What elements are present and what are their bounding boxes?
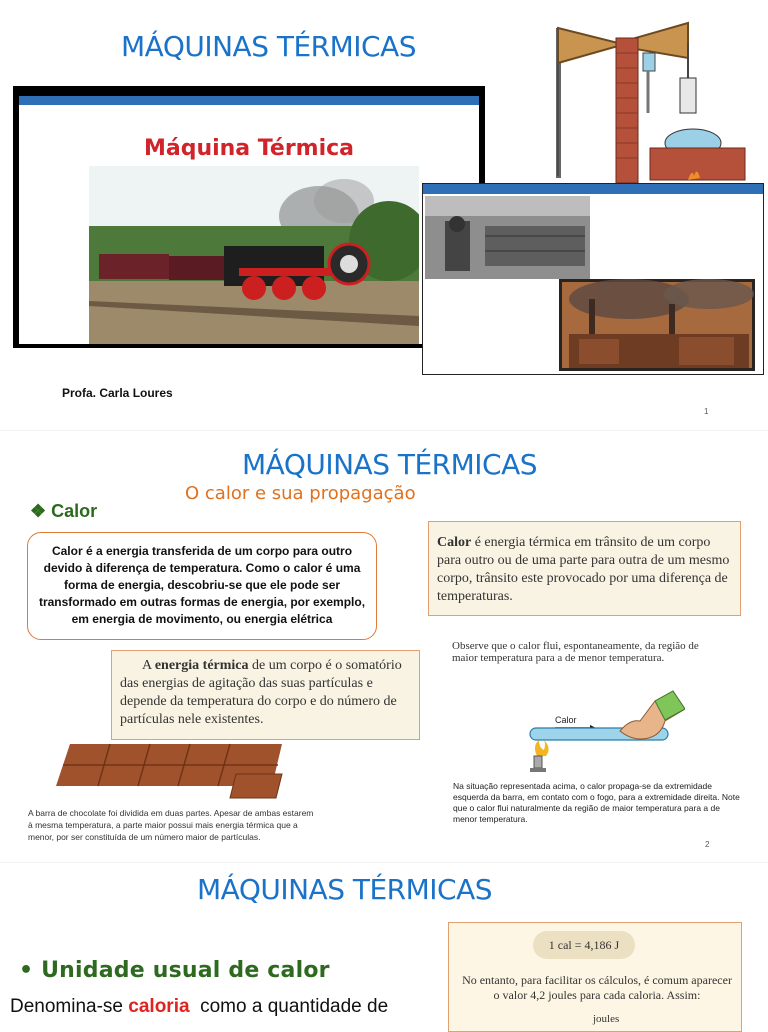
slide-divider: [0, 430, 768, 431]
industrial-revolution-images: [422, 183, 764, 375]
slide1-title: MÁQUINAS TÉRMICAS: [121, 30, 417, 63]
thermal-energy-term: energia térmica: [154, 658, 249, 673]
rod-heat-label: Calor: [555, 715, 577, 725]
heat-transit-text: é energia térmica em trânsito de um corpo para outro ou de uma parte para outra de um mesmo corpo, trânsito este provocado por uma diferença de temperaturas.: [437, 535, 730, 604]
calorie-term: caloria: [128, 996, 190, 1017]
steam-engine-illustration: [548, 8, 748, 183]
calorie-conversion-box: [448, 922, 742, 1032]
bullet-heading-unit: • Unidade usual de calor: [19, 958, 330, 983]
heat-definition-box: Calor é a energia transferida de um corpo para outro devido à diferença de temperatura. Como o calor é uma forma de energia, descobriu-se que ele pode ser transformado em outras formas de energia, por exemplo, em energia de movimento, ou energia elétrica: [27, 532, 377, 640]
page-number: 2: [705, 840, 710, 849]
calorie-definition-pre: Denomina-se: [10, 996, 129, 1017]
heated-rod-illustration: [525, 686, 685, 778]
rod-caption: Na situação representada acima, o calor propaga-se da extremidade esquerda da barra, em contato com o fogo, para a extremidade direita. Note que o calor flui naturalmente da região de maior temperatura para a de menor temperatura.: [453, 781, 740, 824]
slide-divider: [0, 862, 768, 863]
slide-header-bar: [423, 184, 763, 194]
steam-train-photo: [89, 166, 419, 344]
thermal-energy-text: de um corpo é o somatório das energias de agitação das suas partículas e depende da temperatura do corpo e do número de partículas nele existentes.: [120, 658, 402, 727]
observe-text: Observe que o calor flui, espontaneamente, da região de maior temperatura para a de menor temperatura.: [452, 640, 699, 664]
calorie-equation: 1 cal = 4,186 J: [533, 931, 635, 959]
heat-transit-box: [428, 521, 741, 616]
slide2-title: MÁQUINAS TÉRMICAS: [242, 448, 538, 481]
slide-header-bar: [19, 96, 479, 105]
thermal-energy-box: [111, 650, 420, 740]
calorie-conversion-text: No entanto, para facilitar os cálculos, é comum aparecer o valor 4,2 joules para cada caloria. Assim:: [462, 973, 732, 1002]
train-slide-image: [13, 86, 485, 348]
slide2-subtitle: O calor e sua propagação: [185, 483, 416, 504]
image-caption-title: Máquina Térmica: [143, 136, 355, 161]
author-name: Profa. Carla Loures: [62, 386, 173, 400]
chocolate-caption: A barra de chocolate foi dividida em duas partes. Apesar de ambas estarem à mesma temperatura, a parte maior possui mais energia térmica que a menor, por ser constituída de um número maior de partículas.: [28, 808, 314, 842]
page-number: 1: [704, 407, 709, 416]
joules-label: joules: [593, 1013, 620, 1025]
bullet-heading-calor: ❖ Calor: [30, 501, 98, 521]
calorie-definition: [10, 996, 388, 1018]
thermal-energy-pre: A: [142, 658, 155, 673]
industrial-city-painting: [559, 279, 755, 371]
heat-term: Calor: [437, 535, 472, 550]
chocolate-bar-illustration: [50, 740, 290, 800]
slide3-title: MÁQUINAS TÉRMICAS: [197, 873, 493, 906]
calorie-definition-post: como a quantidade de: [189, 996, 389, 1017]
factory-workers-photo: [425, 196, 590, 279]
